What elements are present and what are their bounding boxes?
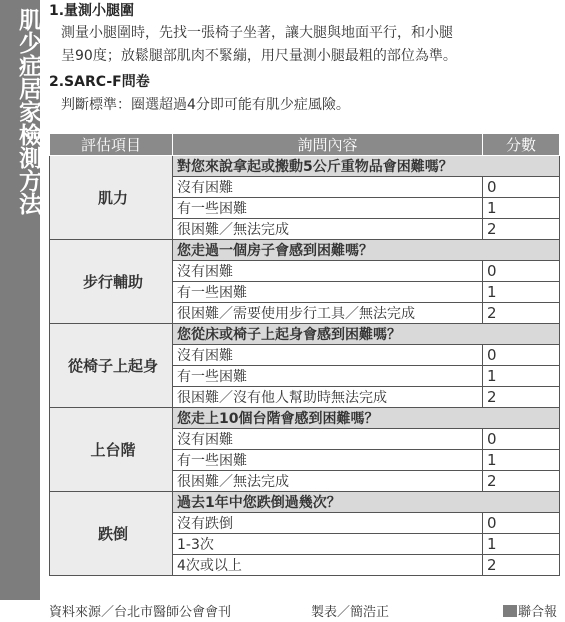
option-text: 4次或以上: [173, 555, 483, 576]
option-score: 2: [483, 387, 560, 408]
section-1-line-2: 呈90度；放鬆腿部肌肉不緊繃，用尺量測小腿最粗的部位為準。: [61, 48, 457, 64]
option-score: 0: [483, 513, 560, 534]
option-score: 0: [483, 261, 560, 282]
sarc-f-table: [49, 133, 560, 576]
option-text: 沒有困難: [173, 429, 483, 450]
option-text: 沒有困難: [173, 177, 483, 198]
section-2-line: 判斷標準：圈選超過4分即可能有肌少症風險。: [61, 97, 350, 113]
section-1-line-1: 測量小腿圍時，先找一張椅子坐著，讓大腿與地面平行，和小腿: [61, 25, 453, 41]
option-text: 很困難／無法完成: [173, 471, 483, 492]
option-score: 1: [483, 198, 560, 219]
assessment-item: 肌力: [50, 156, 173, 240]
option-score: 0: [483, 345, 560, 366]
column-header-score: 分數: [483, 134, 560, 156]
maker-credit: 製表／簡浩正: [311, 605, 390, 620]
option-text: 沒有跌倒: [173, 513, 483, 534]
assessment-item: 上台階: [50, 408, 173, 492]
option-text: 有一些困難: [173, 366, 483, 387]
column-header-item: 評估項目: [50, 134, 173, 156]
question-row: [50, 156, 560, 177]
option-score: 1: [483, 534, 560, 555]
assessment-item: 跌倒: [50, 492, 173, 576]
option-score: 1: [483, 366, 560, 387]
option-text: 沒有困難: [173, 261, 483, 282]
option-score: 2: [483, 555, 560, 576]
option-text: 很困難／無法完成: [173, 219, 483, 240]
question-text: 您從床或椅子上起身會感到困難嗎？: [173, 324, 560, 345]
option-score: 1: [483, 282, 560, 303]
option-text: 1-3次: [173, 534, 483, 555]
column-header-question: 詢問內容: [173, 134, 483, 156]
option-score: 2: [483, 303, 560, 324]
question-text: 您走上10個台階會感到困難嗎？: [173, 408, 560, 429]
option-text: 很困難／需要使用步行工具／無法完成: [173, 303, 483, 324]
section-2-title: 2.SARC-F問卷: [49, 74, 150, 90]
option-score: 2: [483, 471, 560, 492]
option-text: 有一些困難: [173, 198, 483, 219]
question-row: [50, 492, 560, 513]
question-text: 對您來說拿起或搬動5公斤重物品會困難嗎？: [173, 156, 560, 177]
option-text: 有一些困難: [173, 282, 483, 303]
option-score: 2: [483, 219, 560, 240]
brand-square-icon: [503, 605, 517, 617]
option-text: 有一些困難: [173, 450, 483, 471]
question-row: [50, 324, 560, 345]
sidebar-banner: [0, 0, 40, 600]
question-row: [50, 240, 560, 261]
assessment-item: 步行輔助: [50, 240, 173, 324]
assessment-item: 從椅子上起身: [50, 324, 173, 408]
option-score: 0: [483, 177, 560, 198]
option-text: 很困難／沒有他人幫助時無法完成: [173, 387, 483, 408]
option-score: 1: [483, 450, 560, 471]
table-body: [50, 156, 560, 576]
table-header-row: [50, 134, 560, 156]
section-1-title: 1.量測小腿圍: [49, 3, 135, 19]
option-text: 沒有困難: [173, 345, 483, 366]
question-text: 過去1年中您跌倒過幾次？: [173, 492, 560, 513]
question-row: [50, 408, 560, 429]
sidebar-title: 肌少症居家檢測方法: [15, 8, 41, 215]
publisher-credit: [503, 601, 557, 620]
option-score: 0: [483, 429, 560, 450]
source-credit: 資料來源／台北市醫師公會會刊: [49, 605, 232, 620]
question-text: 您走過一個房子會感到困難嗎？: [173, 240, 560, 261]
footer: [49, 601, 559, 619]
publisher-name: 聯合報: [517, 605, 557, 620]
